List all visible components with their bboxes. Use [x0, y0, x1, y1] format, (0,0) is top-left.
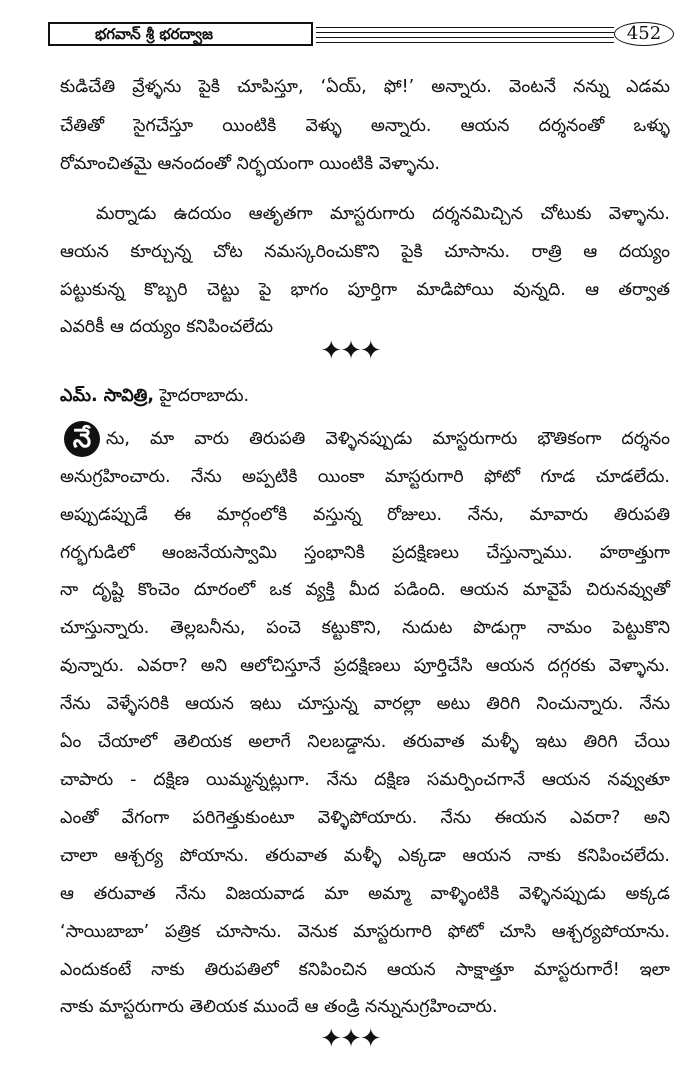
text-line: గర్భగుడిలో ఆంజనేయస్వామి స్తంభానికి ప్రదక్షిణలు చేస్తున్నాము. హఠాత్తుగా: [60, 543, 670, 563]
author-name: ఎమ్. సావిత్రి,: [60, 386, 154, 406]
text-line: నేను వెళ్ళేసరికి ఆయన ఇటు చూస్తున్న వారల్లా అటు తిరిగి నించున్నారు. నేను: [60, 694, 670, 714]
text-line: ఎంతో వేగంగా పరిగెత్తుకుంటూ వెళ్ళిపోయారు. నేను ఈయన ఎవరా? అని: [60, 808, 670, 828]
text-line: రోమాంచితమై ఆనందంతో నిర్భయంగా యింటికి వెళ్ళాను.: [60, 154, 440, 174]
section-ornament: ✦✦✦: [320, 1024, 380, 1054]
text-line: నాకు మాస్టరుగారు తెలియక ముందే ఆ తండ్రి నన్నునుగ్రహించారు.: [60, 997, 498, 1017]
text-line: ఎవరికీ ఆ దయ్యం కనిపించలేదు: [60, 317, 274, 337]
text-line: అనుగ్రహించారు. నేను అప్పటికి యింకా మాస్టరుగారి ఫోటో గూడ చూడలేదు.: [60, 467, 670, 487]
text-line: చూస్తున్నారు. తెల్లబనీను, పంచె కట్టుకొని, నుదుట పొడుగ్గా నామం పెట్టుకొని: [60, 618, 670, 638]
text-line: మర్నాడు ఉదయం ఆతృతగా మాస్టరుగారు దర్శనమిచ్చిన చోటుకు వెళ్ళాను.: [96, 204, 670, 224]
drop-cap: నే: [64, 421, 100, 457]
header-rule: [316, 27, 614, 28]
text-line: చేతితో సైగచేస్తూ యింటికి వెళ్ళు అన్నారు. ఆయన దర్శనంతో ఒళ్ళు: [60, 116, 670, 136]
text-line: ఆయన కూర్చున్న చోట నమస్కరించుకొని పైకి చూసాను. రాత్రి ఆ దయ్యం: [60, 242, 670, 262]
header-rule: [316, 42, 614, 43]
text-line: ఏం చేయాలో తెలియక అలాగే నిలబడ్డాను. తరువాత మళ్ళీ ఇటు తిరిగి చేయి: [60, 732, 670, 752]
author-place: హైదరాబాదు.: [153, 386, 250, 406]
header-title-box: [48, 22, 313, 46]
text-line: ‘సాయిబాబా’ పత్రిక చూసాను. వెనుక మాస్టరుగారి ఫోటో చూసి ఆశ్చర్యపోయాను.: [60, 922, 670, 942]
header-rule: [316, 37, 614, 38]
text-line: కుడిచేతి వ్రేళ్ళను పైకి చూపిస్తూ, ‘ఏయ్, ఫో!’ అన్నారు. వెంటనే నన్ను ఎడమ: [60, 77, 670, 97]
text-line: ను, మా వారు తిరుపతి వెళ్ళినప్పుడు మాస్టరుగారు భౌతికంగా దర్శనం: [106, 429, 670, 449]
section-ornament: ✦✦✦: [320, 336, 380, 366]
text-line: పట్టుకున్న కొబ్బరి చెట్టు పై భాగం పూర్తిగా మాడిపోయి వున్నది. ఆ తర్వాత: [60, 280, 670, 300]
text-line: చాలా ఆశ్చర్య పోయాను. తరువాత మళ్ళీ ఎక్కడా ఆయన నాకు కనిపించలేదు.: [60, 846, 670, 866]
page-number: 452: [614, 22, 674, 46]
page-header: [48, 22, 676, 48]
text-line: ఎందుకంటే నాకు తిరుపతిలో కనిపించిన ఆయన సాక్షాత్తూ మాస్టరుగారే! ఇలా: [60, 960, 670, 980]
author-line: [60, 382, 670, 410]
text-line: చాపారు - దక్షిణ యిమ్మన్నట్లుగా. నేను దక్షిణ సమర్పించగానే ఆయన నవ్వుతూ: [60, 770, 670, 790]
book-title: భగవాన్ శ్రీ భరద్వాజ: [95, 25, 213, 43]
text-line: ఆ తరువాత నేను విజయవాడ మా అమ్మా వాళ్ళింటికి వెళ్ళినప్పుడు అక్కడ: [60, 884, 670, 904]
text-line: నా దృష్టి కొంచెం దూరంలో ఒక వ్యక్తి మీద పడింది. ఆయన మావైపే చిరునవ్వుతో: [60, 580, 670, 600]
text-line: అప్పుడప్పుడే ఈ మార్గంలోకి వస్తున్న రోజులు. నేను, మావారు తిరుపతి: [60, 505, 670, 525]
text-line: వున్నారు. ఎవరా? అని ఆలోచిస్తూనే ప్రదక్షిణలు పూర్తిచేసి ఆయన దగ్గరకు వెళ్ళాను.: [60, 656, 670, 676]
header-rule: [316, 32, 614, 33]
